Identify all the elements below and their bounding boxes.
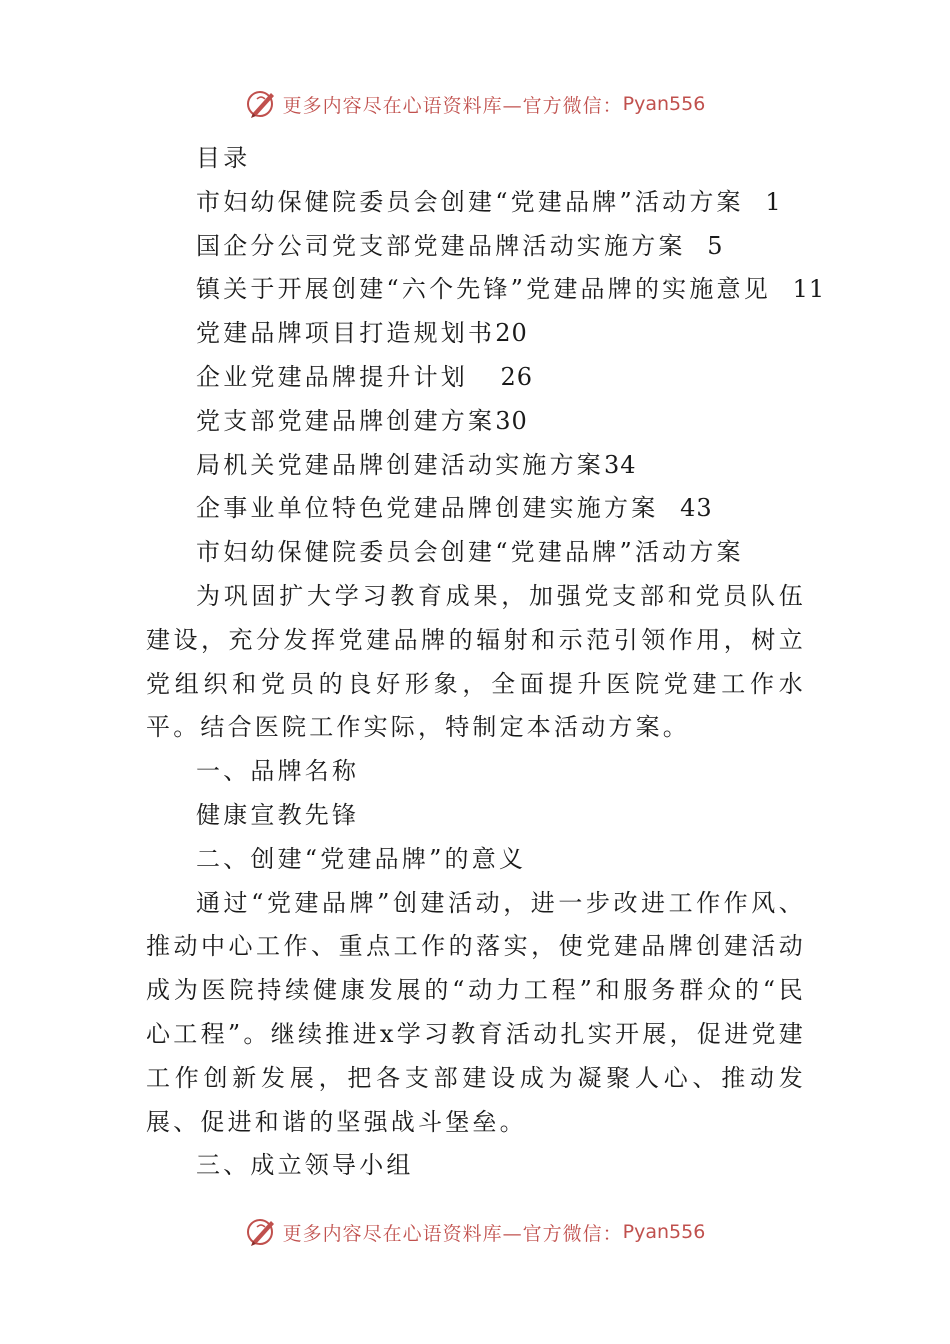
- toc-entry-text: 党支部党建品牌创建方案: [196, 406, 496, 435]
- watermark-wechat-id: Pyan556: [622, 1221, 706, 1243]
- toc-entry-page: 26: [500, 362, 534, 391]
- watermark-text: 更多内容尽在心语资料库—官方微信：: [282, 94, 623, 117]
- toc-entry: [146, 312, 806, 356]
- document-body: [146, 137, 826, 1188]
- section-body-2: 通过“党建品牌”创建活动，进一步改进工作作风、推动中心工作、重点工作的落实，使党建品牌创建活动成为医院持续健康发展的“动力工程”和服务群众的“民心工程”。继续推进x学习教育活动扎实开展，促进党建工作创新发展，把各支部建设成为凝聚人心、推动发展、促进和谐的坚强战斗堡垒。: [146, 888, 806, 1136]
- toc-entry: [146, 268, 826, 312]
- toc-entry-text: 企事业单位特色党建品牌创建实施方案: [196, 494, 659, 523]
- header-watermark: [0, 84, 950, 124]
- pen-logo-icon: [245, 1215, 279, 1249]
- article-intro-paragraph: 为巩固扩大学习教育成果，加强党支部和党员队伍建设，充分发挥党建品牌的辐射和示范引领作用，树立党组织和党员的良好形象，全面提升医院党建工作水平。结合医院工作实际，特制定本活动方案。: [146, 581, 806, 742]
- section-heading-1: 一、品牌名称: [196, 757, 360, 786]
- toc-entry: [146, 487, 806, 531]
- toc-entry-page: 5: [707, 231, 724, 260]
- section-heading-2: 二、创建“党建品牌”的意义: [196, 844, 527, 873]
- toc-entry-text: 镇关于开展创建“六个先锋”党建品牌的实施意见: [196, 275, 771, 304]
- toc-entry-text: 市妇幼保健院委员会创建“党建品牌”活动方案: [196, 187, 744, 216]
- toc-entry-text: 国企分公司党支部党建品牌活动实施方案: [196, 231, 686, 260]
- toc-entry-page: 1: [765, 187, 782, 216]
- watermark-wechat-id: Pyan556: [622, 93, 706, 115]
- toc-entry-page: 34: [604, 450, 637, 479]
- toc-entry: [146, 225, 806, 269]
- toc-entry-text: 党建品牌项目打造规划书: [196, 319, 496, 348]
- toc-entry: [146, 400, 806, 444]
- toc-entry-page: 30: [495, 406, 528, 435]
- section-heading-3: 三、成立领导小组: [196, 1151, 414, 1180]
- toc-entry: [146, 181, 806, 225]
- toc-title: 目录: [196, 144, 251, 172]
- article-title: 市妇幼保健院委员会创建“党建品牌”活动方案: [196, 538, 744, 567]
- toc-entry-text: 局机关党建品牌创建活动实施方案: [196, 450, 604, 479]
- toc-entry: [146, 444, 806, 488]
- toc-entry-page: 43: [680, 494, 713, 523]
- toc-entry-page: 11: [792, 275, 826, 304]
- section-body-1: 健康宣教先锋: [196, 800, 360, 829]
- watermark-text: 更多内容尽在心语资料库—官方微信：: [282, 1222, 623, 1245]
- toc-entry-text: 企业党建品牌提升计划: [196, 362, 468, 391]
- footer-watermark: [0, 1212, 950, 1252]
- toc-entry: [146, 356, 806, 400]
- pen-logo-icon: [245, 87, 279, 121]
- toc-entry-page: 20: [495, 319, 528, 348]
